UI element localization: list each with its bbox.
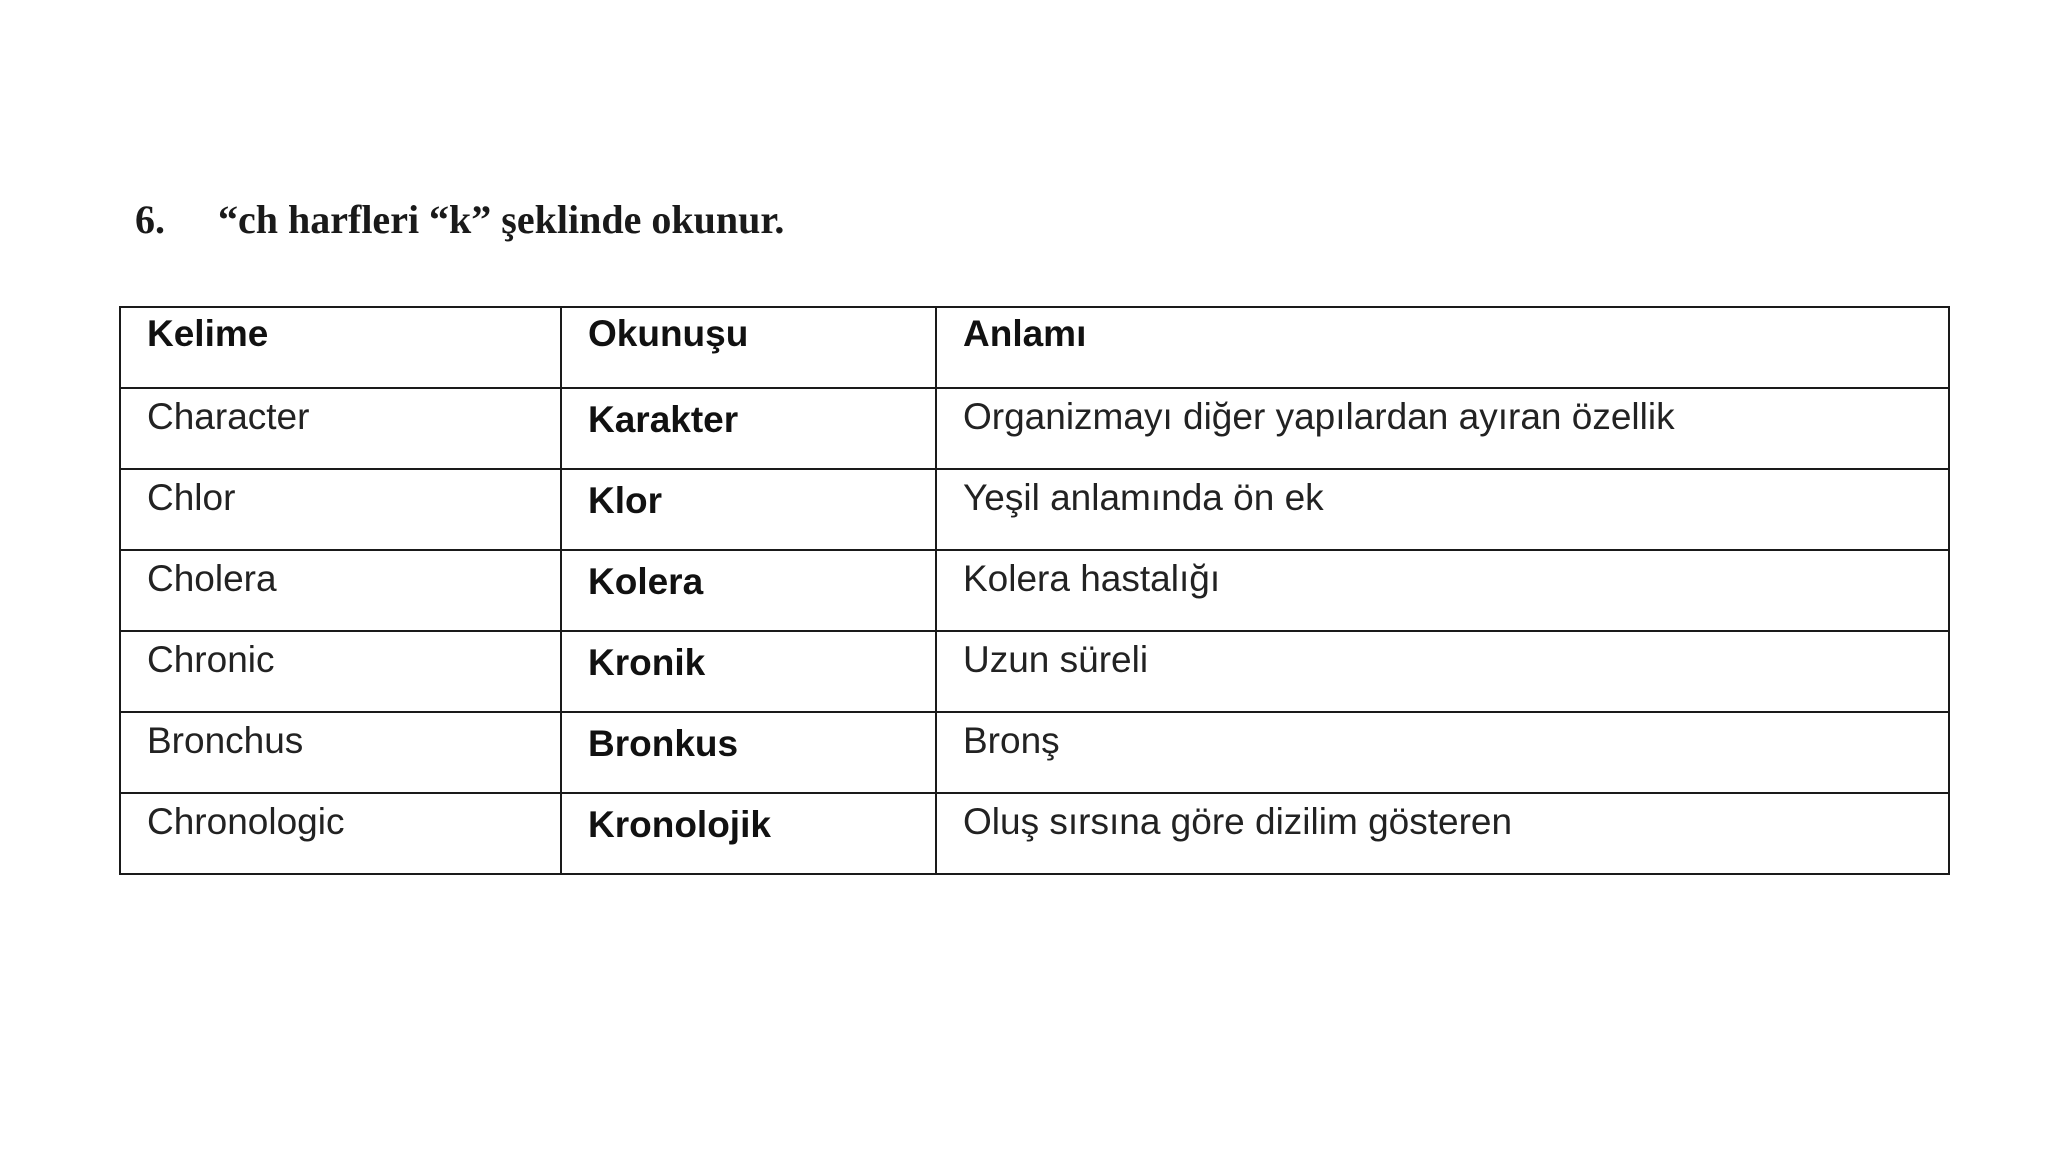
pronunciation-cell: Bronkus	[561, 712, 936, 793]
table-row	[120, 712, 1949, 793]
pronunciation-cell: Karakter	[561, 388, 936, 469]
word-cell: Character	[120, 388, 561, 469]
word-cell: Chronic	[120, 631, 561, 712]
pronunciation-cell: Kronik	[561, 631, 936, 712]
word-cell: Chronologic	[120, 793, 561, 874]
word-cell: Chlor	[120, 469, 561, 550]
meaning-cell: Bronş	[936, 712, 1949, 793]
header-cell-meaning: Anlamı	[936, 307, 1949, 388]
pronunciation-cell: Kronolojik	[561, 793, 936, 874]
table-row	[120, 469, 1949, 550]
meaning-cell: Kolera hastalığı	[936, 550, 1949, 631]
table-row	[120, 631, 1949, 712]
pronunciation-cell: Kolera	[561, 550, 936, 631]
meaning-cell: Uzun süreli	[936, 631, 1949, 712]
meaning-cell: Yeşil anlamında ön ek	[936, 469, 1949, 550]
section-number: 6.	[135, 197, 165, 242]
meaning-cell: Organizmayı diğer yapılardan ayıran özellik	[936, 388, 1949, 469]
table-header-row	[120, 307, 1949, 388]
pronunciation-cell: Klor	[561, 469, 936, 550]
section-heading	[135, 196, 784, 244]
section-title: “ch harfleri “k” şeklinde okunur.	[218, 197, 785, 242]
header-cell-pronunciation: Okunuşu	[561, 307, 936, 388]
meaning-cell: Oluş sırsına göre dizilim gösteren	[936, 793, 1949, 874]
word-cell: Cholera	[120, 550, 561, 631]
header-cell-word: Kelime	[120, 307, 561, 388]
word-cell: Bronchus	[120, 712, 561, 793]
table-row	[120, 388, 1949, 469]
pronunciation-table	[119, 306, 1950, 875]
table-row	[120, 550, 1949, 631]
table-row	[120, 793, 1949, 874]
